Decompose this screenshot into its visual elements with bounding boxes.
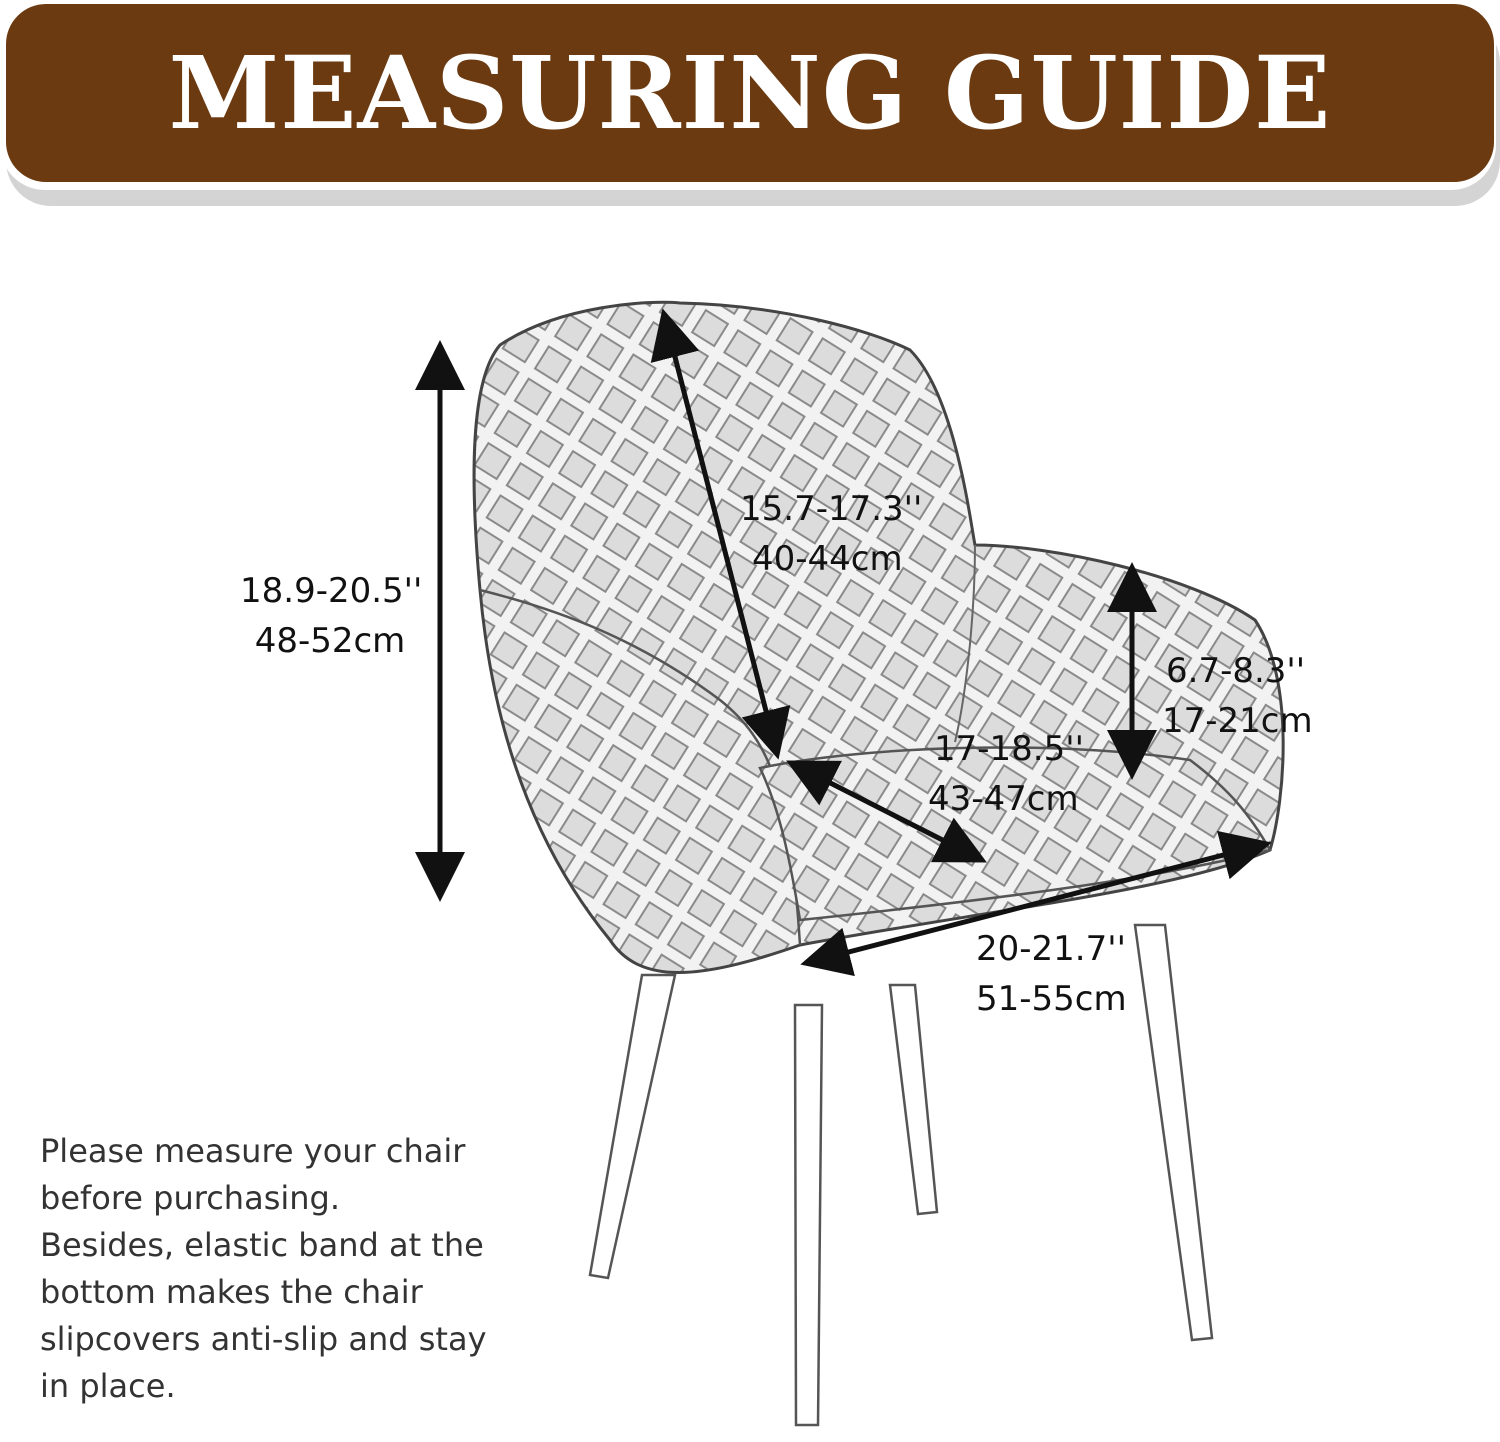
backrest-inch: 15.7-17.3''	[740, 489, 923, 529]
seat-depth-label	[928, 724, 1084, 824]
armrest-cm: 17-21cm	[1162, 701, 1313, 741]
armrest-inch: 6.7-8.3''	[1166, 651, 1306, 691]
height-cm: 48-52cm	[254, 621, 406, 661]
note-line: Besides, elastic band at the	[40, 1226, 484, 1264]
seat-width-inch: 20-21.7''	[976, 929, 1126, 969]
note-line: before purchasing.	[40, 1179, 341, 1217]
seat-width-label	[976, 924, 1127, 1024]
backrest-cm: 40-44cm	[752, 539, 903, 579]
backrest-label	[740, 484, 922, 584]
armrest-label	[1162, 646, 1313, 746]
note-line: bottom makes the chair	[40, 1273, 423, 1311]
page-title: MEASURING GUIDE	[168, 34, 1332, 152]
seat-depth-inch: 17-18.5''	[934, 729, 1084, 769]
height-label	[240, 566, 423, 666]
height-inch: 18.9-20.5''	[240, 571, 423, 611]
note-line: in place.	[40, 1367, 176, 1405]
seat-depth-cm: 43-47cm	[928, 779, 1079, 819]
note-line: slipcovers anti-slip and stay	[40, 1320, 487, 1358]
measurement-note	[40, 1128, 510, 1410]
note-line: Please measure your chair	[40, 1132, 466, 1170]
seat-width-cm: 51-55cm	[976, 979, 1127, 1019]
